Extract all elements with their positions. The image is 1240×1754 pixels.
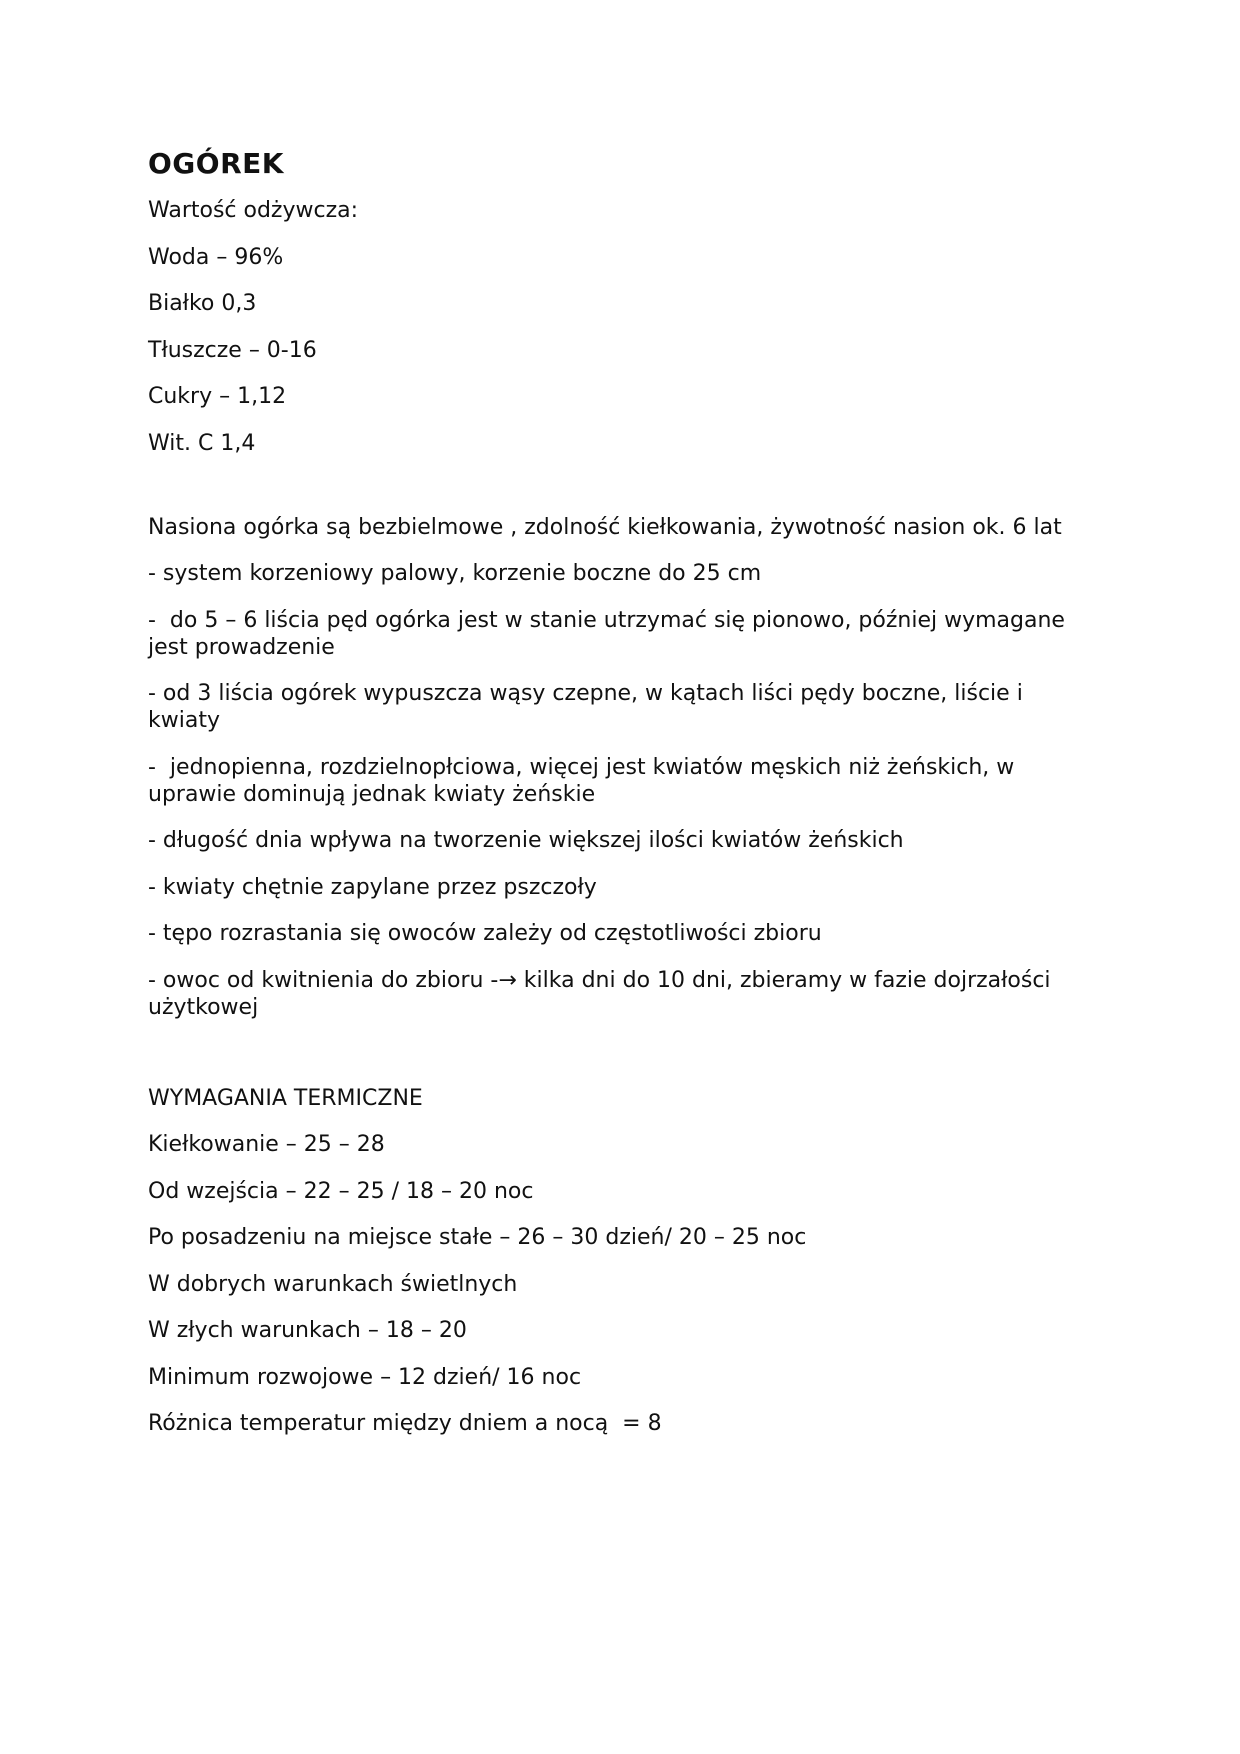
thermal-item-planting: Po posadzeniu na miejsce stałe – 26 – 30 dzień/ 20 – 25 noc (148, 1225, 807, 1250)
nutrition-heading: Wartość odżywcza: (148, 198, 359, 223)
nutrition-item-sugar: Cukry – 1,12 (148, 384, 287, 409)
facts-item-harvest: - owoc od kwitnienia do zbioru -→ kilka dni do 10 dni, zbieramy w fazie dojrzałości użytkowej (148, 967, 1058, 1020)
nutrition-item-vitamin-c: Wit. C 1,4 (148, 430, 256, 456)
thermal-item-difference: Różnica temperatur między dniem a nocą = 8 (148, 1411, 662, 1436)
document-title: OGÓREK (148, 147, 284, 180)
thermal-item-emergence: Od wzejścia – 22 – 25 / 18 – 20 noc (148, 1178, 534, 1204)
facts-item-roots: - system korzeniowy palowy, korzenie boczne do 25 cm (148, 561, 762, 586)
nutrition-item-water: Woda – 96% (148, 244, 284, 270)
document-content (148, 148, 1098, 1457)
facts-item-day-length: - długość dnia wpływa na tworzenie większej ilości kwiatów żeńskich (148, 828, 904, 853)
thermal-item-germination: Kiełkowanie – 25 – 28 (148, 1132, 385, 1157)
thermal-item-good-light: W dobrych warunkach świetlnych (148, 1271, 518, 1297)
facts-item-monoecious: - jednopienna, rozdzielnopłciowa, więcej jest kwiatów męskich niż żeńskich, w uprawie dominują jednak kwiaty żeńskie (148, 754, 1022, 807)
thermal-item-minimum: Minimum rozwojowe – 12 dzień/ 16 noc (148, 1364, 582, 1390)
nutrition-item-fat: Tłuszcze – 0-16 (148, 337, 317, 363)
facts-intro: Nasiona ogórka są bezbielmowe , zdolność kiełkowania, żywotność nasion ok. 6 lat (148, 514, 1062, 540)
facts-item-tendrils: - od 3 liścia ogórek wypuszcza wąsy czepne, w kątach liści pędy boczne, liście i kwiaty (148, 681, 1030, 733)
thermal-item-poor-light: W złych warunkach – 18 – 20 (148, 1318, 467, 1343)
facts-item-fruit-growth: - tępo rozrastania się owoców zależy od częstotliwości zbioru (148, 921, 822, 946)
nutrition-item-protein: Białko 0,3 (148, 291, 257, 316)
facts-item-pollination: - kwiaty chętnie zapylane przez pszczoły (148, 874, 597, 900)
thermal-heading: WYMAGANIA TERMICZNE (148, 1085, 423, 1111)
facts-item-stem: - do 5 – 6 liścia pęd ogórka jest w stanie utrzymać się pionowo, później wymagane jest prowadzenie (148, 607, 1072, 660)
